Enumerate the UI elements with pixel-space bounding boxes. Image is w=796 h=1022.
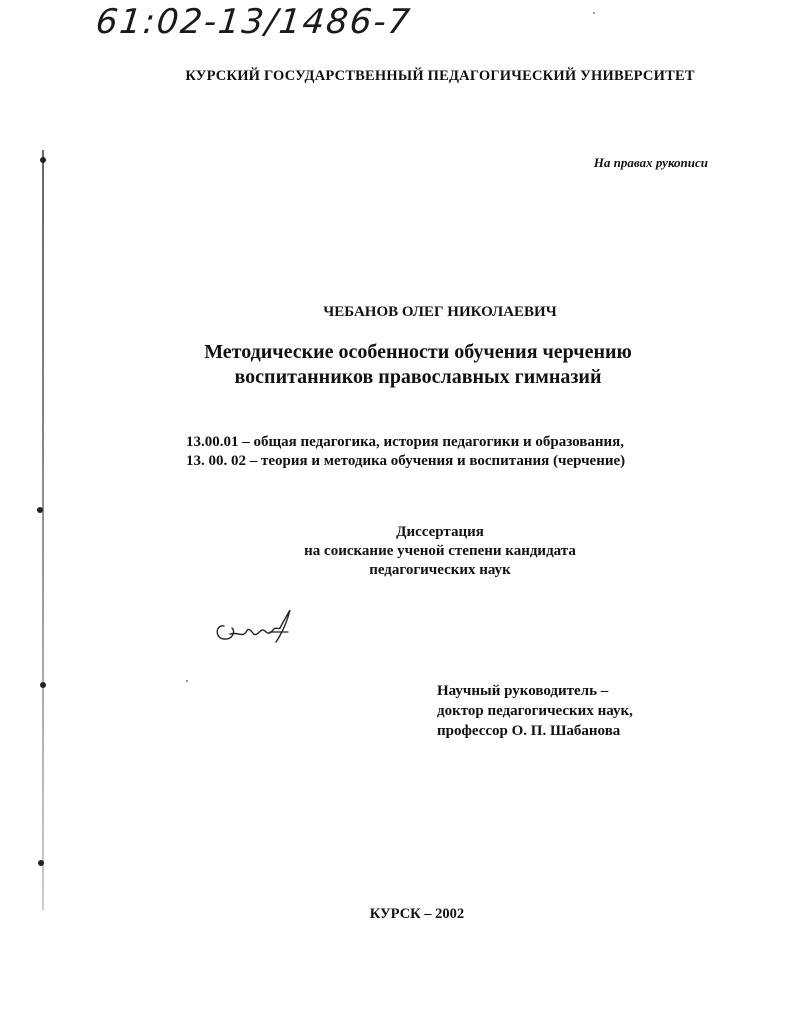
scientific-advisor [437, 681, 633, 741]
binding-hole-mark [38, 860, 44, 866]
author-name: ЧЕБАНОВ ОЛЕГ НИКОЛАЕВИЧ [323, 304, 557, 320]
signature-stroke [276, 610, 290, 642]
specialty-line: 13. 00. 02 – теория и методика обучения и воспитания (черчение) [186, 453, 626, 469]
scan-speck [186, 680, 188, 682]
degree-line-2: на соискание ученой степени кандидата [304, 543, 576, 559]
scan-speck [593, 12, 595, 14]
binding-hole-mark [40, 682, 46, 688]
degree-statement [0, 523, 796, 580]
city-year: КУРСК – 2002 [369, 906, 465, 922]
advisor-line-2: доктор педагогических наук, [437, 703, 633, 719]
advisor-line-3: профессор О. П. Шабанова [437, 723, 621, 739]
archive-code: 61:02-13/1486-7 [93, 2, 414, 42]
title-line-1: Методические особенности обучения черчению [204, 341, 632, 363]
advisor-line-1: Научный руководитель – [437, 683, 609, 699]
dissertation-title [0, 340, 796, 390]
degree-line-3: педагогических наук [369, 562, 511, 578]
rights-note: На правах рукописи [593, 155, 708, 170]
signature [210, 606, 300, 646]
specialty-codes [186, 433, 625, 471]
specialty-line: 13.00.01 – общая педагогика, история педагогики и образования, [186, 434, 625, 450]
university-name: КУРСКИЙ ГОСУДАРСТВЕННЫЙ ПЕДАГОГИЧЕСКИЙ УНИВЕРСИТЕТ [185, 68, 695, 84]
degree-line-1: Диссертация [396, 524, 484, 540]
title-line-2: воспитанников православных гимназий [234, 366, 602, 388]
binding-hole-mark [37, 507, 43, 513]
binding-hole-mark [40, 157, 46, 163]
